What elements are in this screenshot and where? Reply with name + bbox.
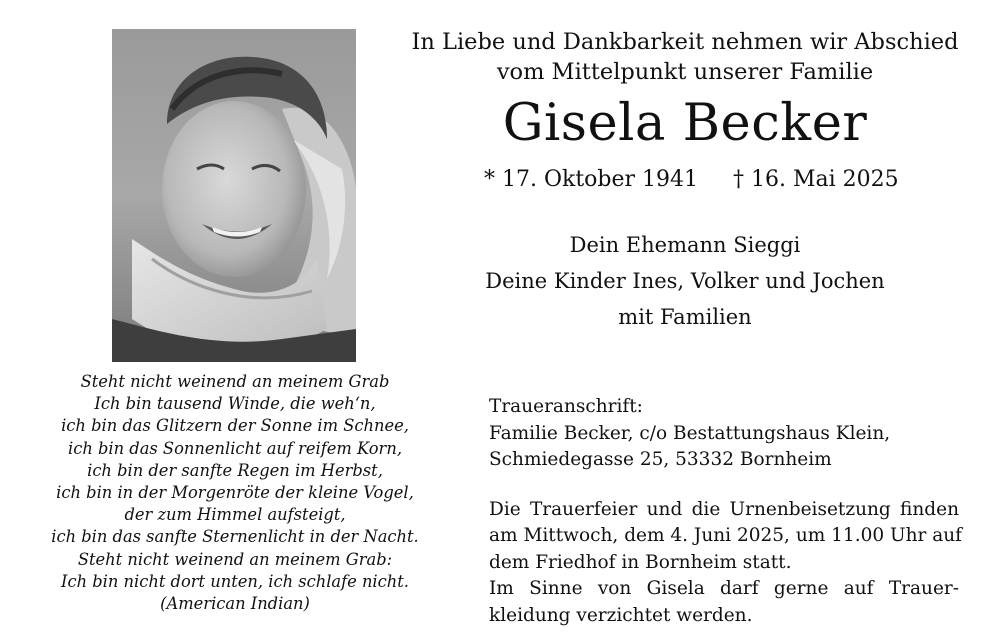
death-date: † 16. Mai 2025 <box>733 167 899 192</box>
family-line: Dein Ehemann Sieggi <box>569 233 801 257</box>
intro-line-2: vom Mittelpunkt unserer Familie <box>496 59 874 85</box>
poem-line: der zum Himmel aufsteigt, <box>124 505 346 525</box>
family-signatures <box>400 227 970 335</box>
life-dates <box>400 164 970 196</box>
poem-line: ich bin das Sonnenlicht auf reifem Korn, <box>68 438 402 458</box>
poem-line: ich bin in der Morgenröte der kleine Vogel, <box>56 483 414 503</box>
family-line: Deine Kinder Ines, Volker und Jochen <box>485 269 885 293</box>
poem-line: ich bin das sanfte Sternenlicht in der Nacht. <box>51 527 419 547</box>
poem-line: Ich bin tausend Winde, die weh‘n, <box>94 394 376 414</box>
poem-line: Steht nicht weinend an meinem Grab <box>80 372 390 391</box>
family-line: mit Familien <box>618 305 752 329</box>
poem-line: ich bin das Glitzern der Sonne im Schnee, <box>61 416 409 436</box>
notice-line: am Mittwoch, dem 4. Juni 2025, um 11.00 Uhr auf <box>489 525 963 547</box>
funeral-notice <box>489 497 963 629</box>
poem-line: ich bin der sanfte Regen im Herbst, <box>87 460 383 480</box>
notice-line: dem Friedhof in Bornheim statt. <box>489 551 792 573</box>
poem-line: Ich bin nicht dort unten, ich schlafe nicht. <box>61 571 409 591</box>
address-heading: Traueranschrift: <box>489 396 643 417</box>
address-line: Familie Becker, c/o Bestattungshaus Klein, <box>489 422 891 444</box>
poem <box>30 371 440 615</box>
poem-attribution: (American Indian) <box>160 594 310 614</box>
mourning-address <box>489 394 959 474</box>
notice-line: kleidung verzichtet werden. <box>489 604 753 626</box>
address-line: Schmiedegasse 25, 53332 Bornheim <box>489 449 832 470</box>
intro-text <box>400 27 970 87</box>
poem-line: Steht nicht weinend an meinem Grab: <box>77 549 393 569</box>
portrait-photo <box>112 29 356 362</box>
intro-line-1: In Liebe und Dankbarkeit nehmen wir Abschied <box>411 29 959 55</box>
notice-line: Im Sinne von Gisela darf gerne auf Trauer- <box>489 578 959 600</box>
deceased-name: Gisela Becker <box>502 94 868 153</box>
notice-line: Die Trauerfeier und die Urnenbeisetzung finden <box>489 499 959 520</box>
birth-date: * 17. Oktober 1941 <box>484 167 699 192</box>
